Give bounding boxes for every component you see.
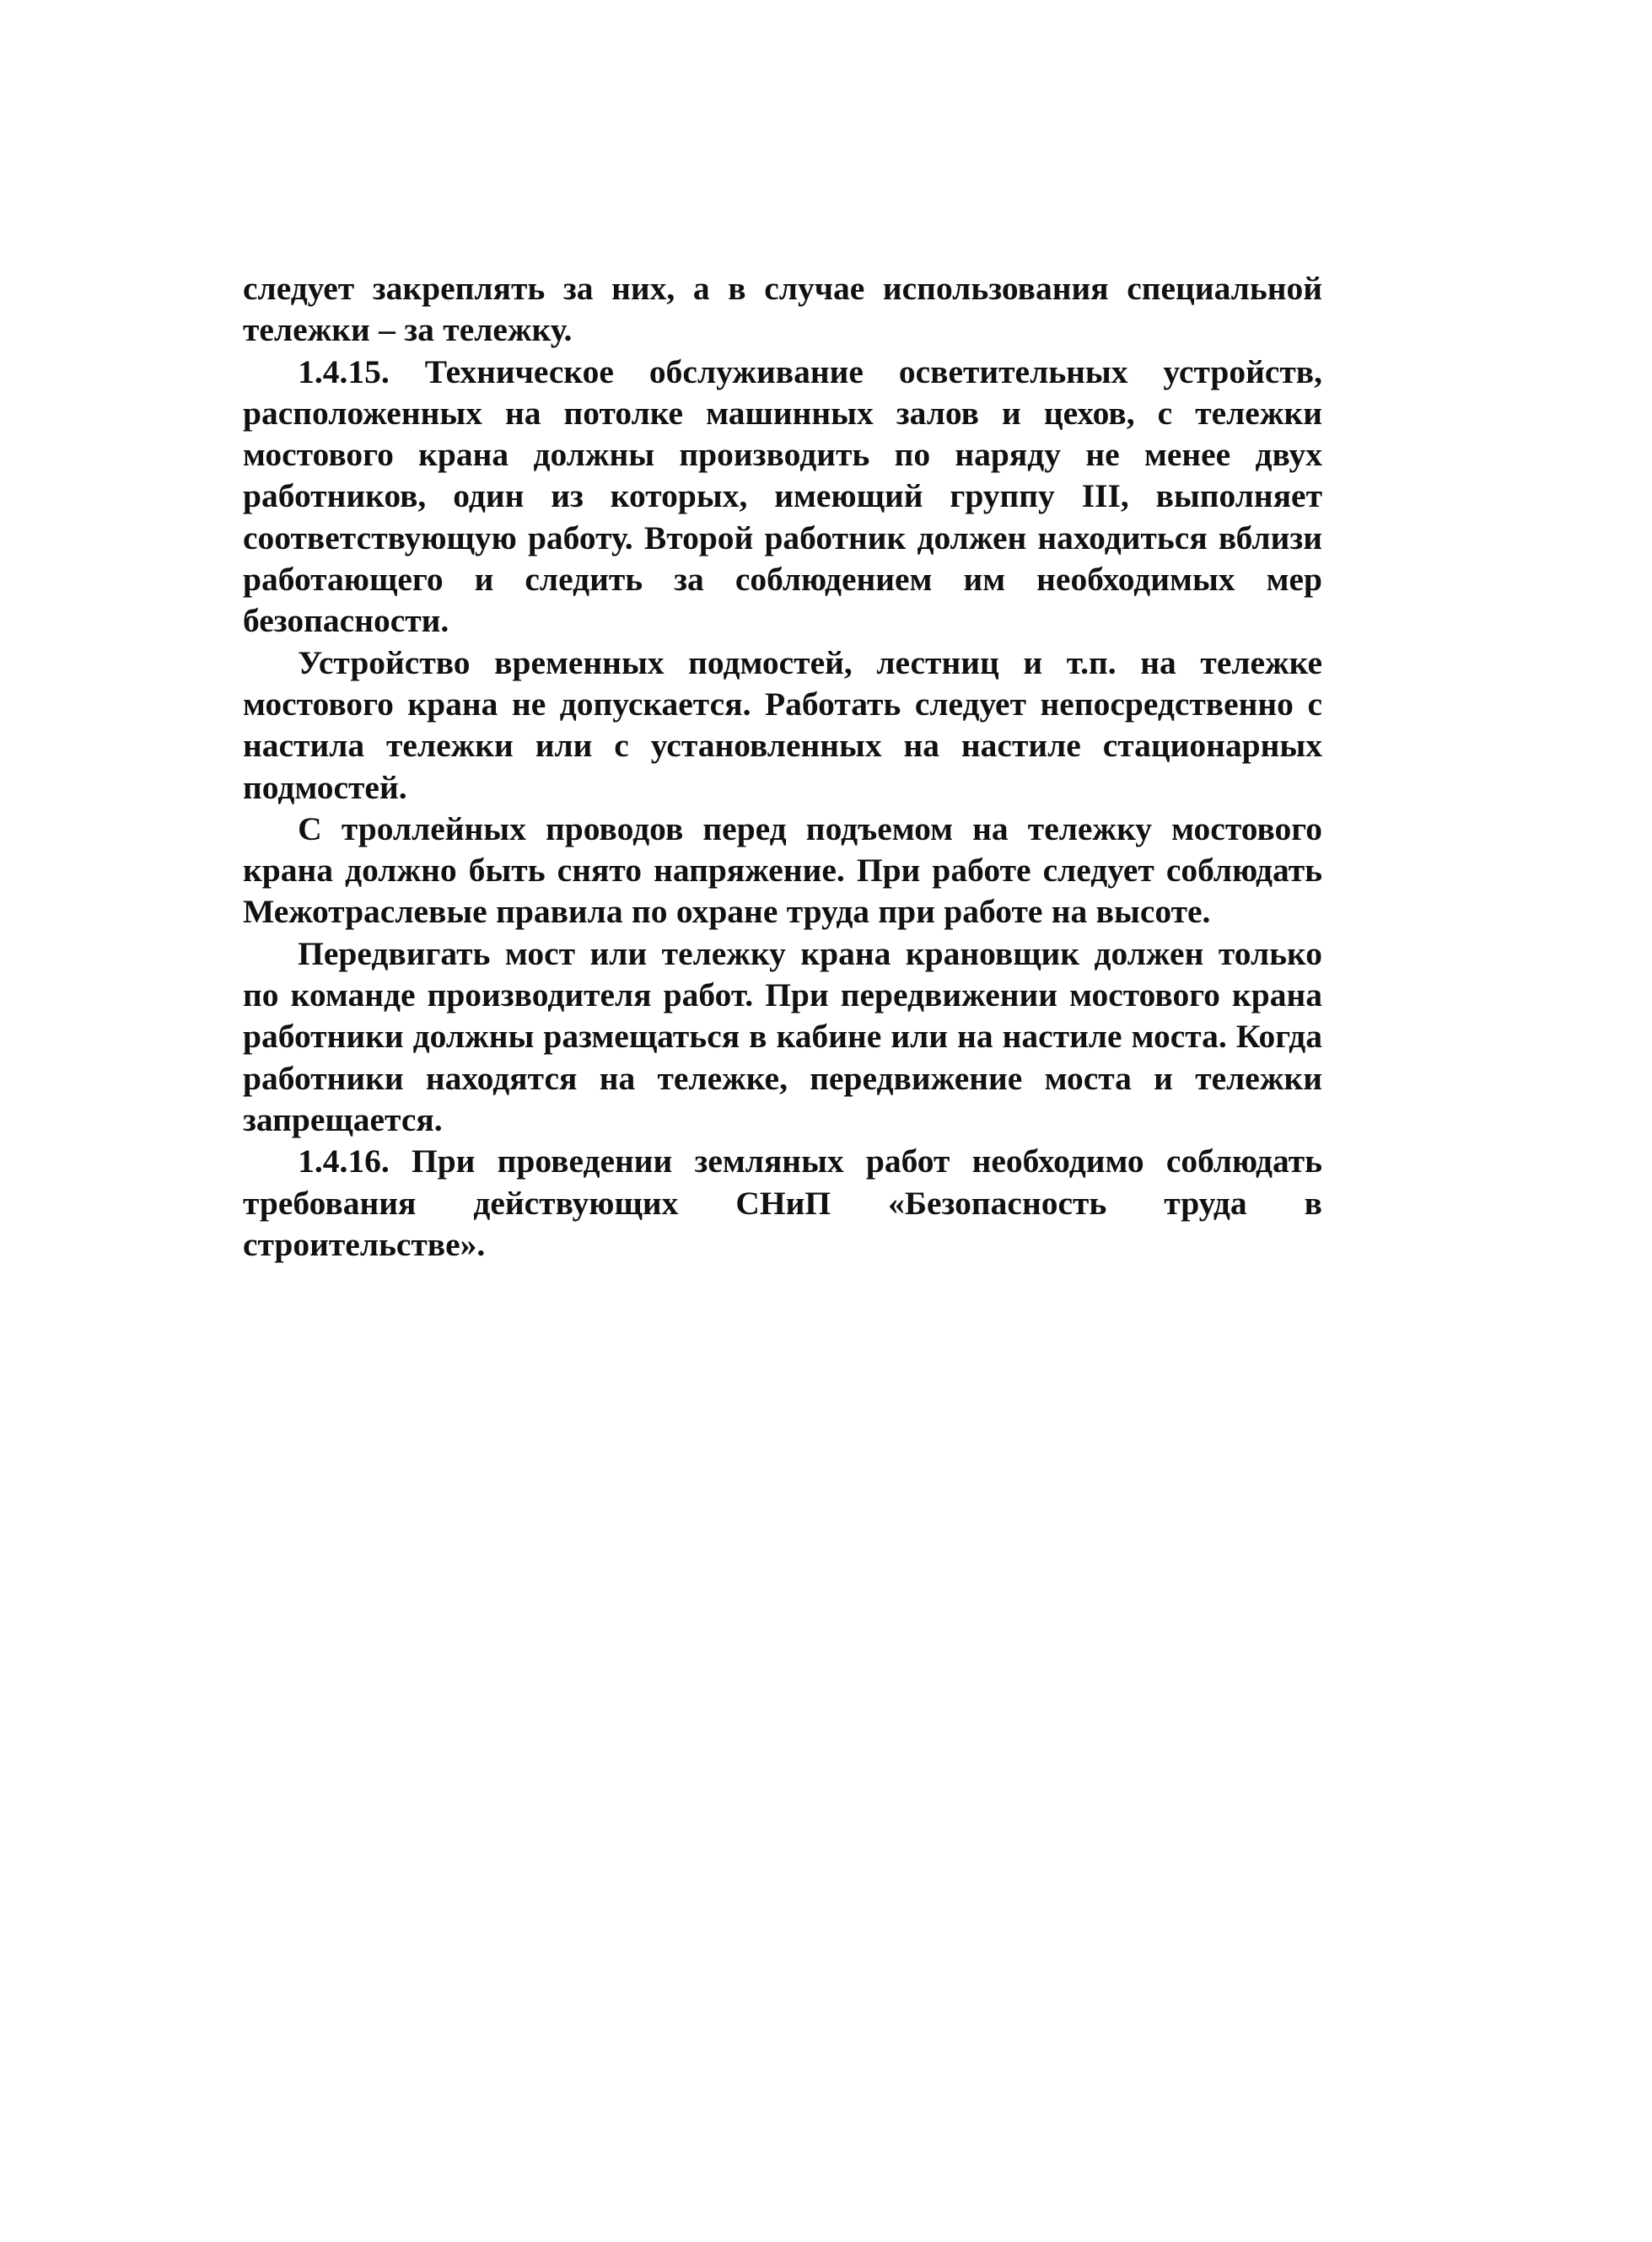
document-page <box>243 268 1322 1266</box>
section-number: 1.4.16. <box>298 1143 390 1180</box>
paragraph-continuation <box>243 268 1322 352</box>
paragraph-text: Устройство временных подмостей, лестниц и т.п. на тележке мостового крана не допускается. Работать следует непосредственно с настила тележки или с установленных на настиле стационарных подмостей. <box>243 643 1322 806</box>
section-number: 1.4.15. <box>298 352 390 390</box>
paragraph-text: При проведении земляных работ необходимо соблюдать требования действующих СНиП «Безопасность труда в строительстве». <box>243 1143 1322 1263</box>
paragraph-crane-movement <box>243 933 1322 1141</box>
paragraph-text: следует закреплять за них, а в случае использования специальной тележки – за тележку. <box>243 270 1322 349</box>
paragraph-1-4-16 <box>243 1141 1322 1266</box>
paragraph-1-4-15 <box>243 352 1322 642</box>
paragraph-scaffolding <box>243 642 1322 809</box>
paragraph-text: Передвигать мост или тележку крана крановщик должен только по команде производителя работ. При передвижении мостового крана работники должны размещаться в кабине или на настиле моста. Когда работники находятся на тележке, передвижение моста и тележки запрещается. <box>243 934 1322 1138</box>
paragraph-trolley-wires <box>243 809 1322 933</box>
paragraph-text: Техническое обслуживание осветительных устройств, расположенных на потолке машинных залов и цехов, с тележки мостового крана должны производить по наряду не менее двух работников, один из которых, имеющий группу III, выполняет соответствующую работу. Второй работник должен находиться вблизи работающего и следить за соблюдением им необходимых мер безопасности. <box>243 352 1322 640</box>
paragraph-text: С троллейных проводов перед подъемом на тележку мостового крана должно быть снято напряжение. При работе следует соблюдать Межотраслевые правила по охране труда при работе на высоте. <box>243 809 1322 931</box>
